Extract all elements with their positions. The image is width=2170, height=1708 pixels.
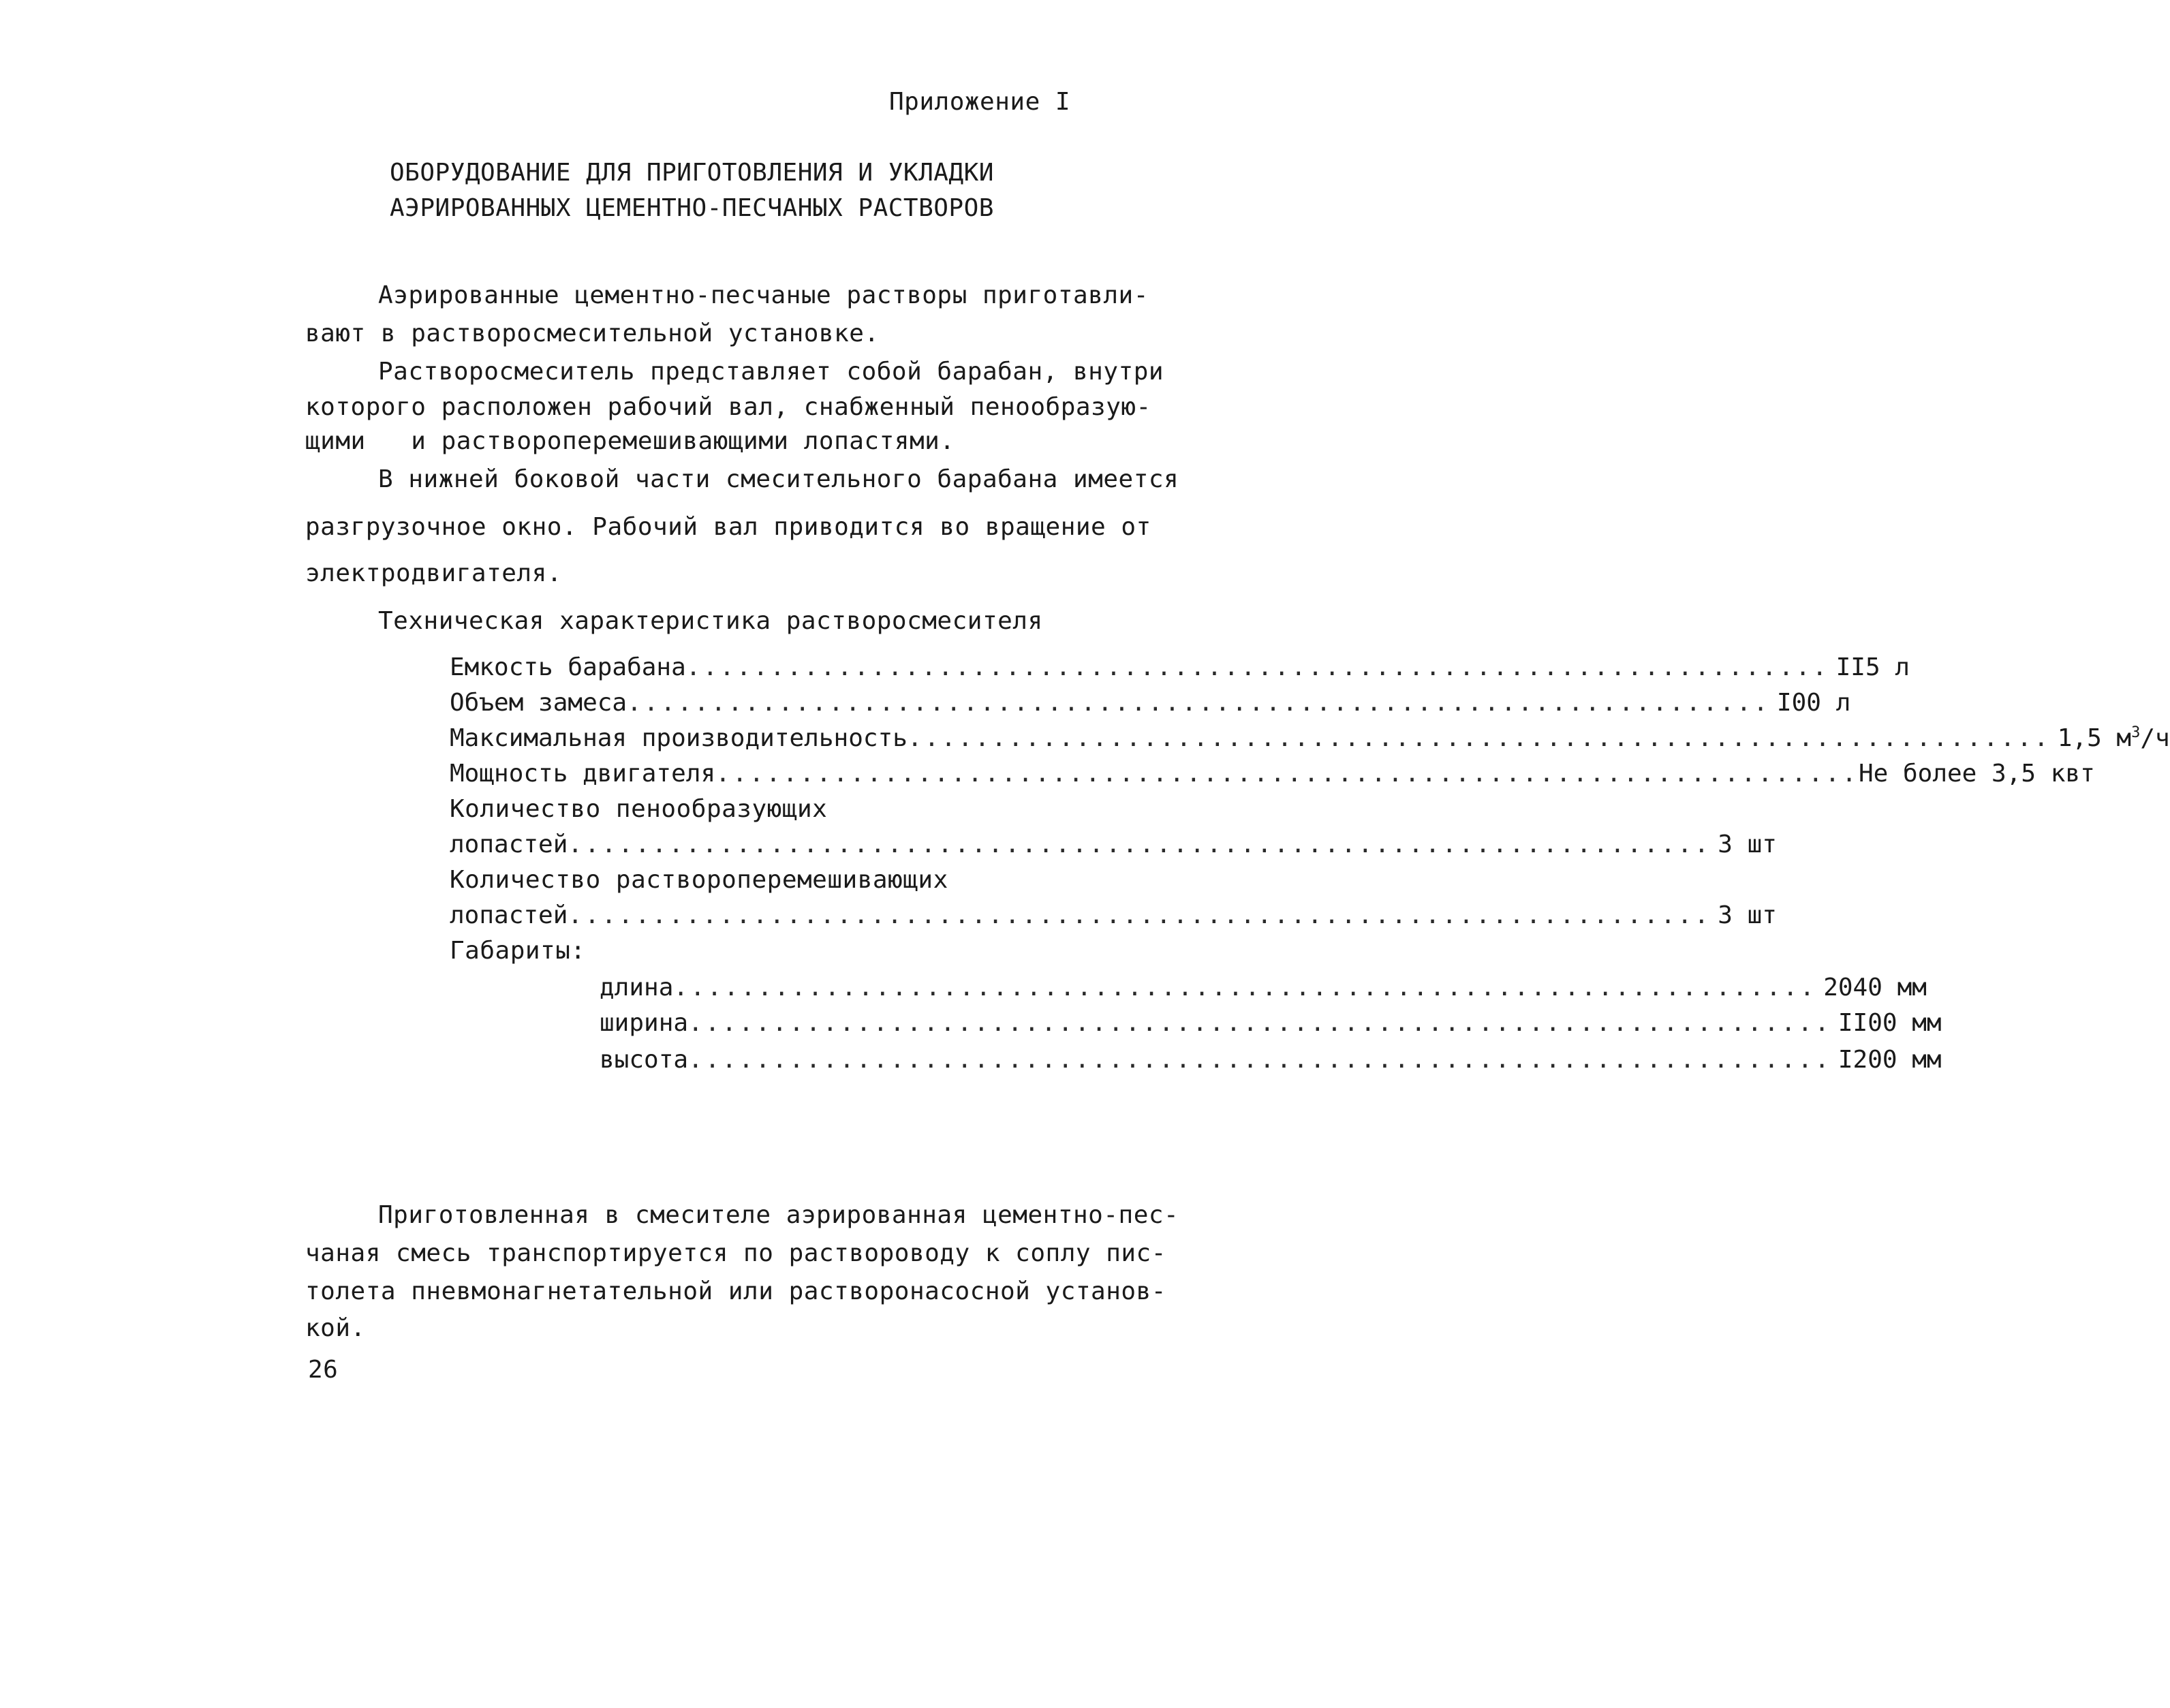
leader-dots: .................................................................... [715,760,1859,788]
spec-label: Емкость барабана [450,653,686,681]
spec-value: II00 мм [1838,1009,1942,1037]
spec-label: ширина [600,1009,689,1037]
dimensions-label: Габариты: [450,937,586,965]
spec-row-width [600,1008,1942,1038]
spec-value: I200 мм [1838,1046,1942,1074]
paragraph-2-line-3: щими и растворoперемешивающими лопастями. [305,427,955,455]
leader-dots: .................................................................... [688,1046,1831,1074]
spec-value: I00 л [1776,689,1851,717]
leader-dots: .................................................................... [568,901,1711,929]
spec-label: Максимальная производительность [450,724,908,752]
closing-paragraph-line-1: Приготовленная в смесителе аэрированная цементно-пес- [378,1201,1179,1229]
spec-label: Объем замеса [450,689,627,717]
superscript: 3 [2131,724,2141,741]
spec-label-foam-blades: Количество пенообразующих [450,795,828,823]
spec-label-mix-blades: Количество растворoперемешивающих [450,866,948,894]
paragraph-2-line-2: которого расположен рабочий вал, снабженный пенообразую- [305,393,1151,421]
spec-label: Мощность двигателя [450,760,716,788]
spec-row-motor-power [450,759,2095,789]
spec-label: высота [600,1046,689,1074]
spec-row-mix-blades [450,901,1777,931]
spec-value: II5 л [1835,653,1910,681]
spec-value [2051,724,2170,754]
leader-dots: .................................................................... [568,830,1711,858]
spec-label: длина [600,974,674,1001]
spec-row-drum-capacity [450,653,1910,683]
spec-row-length [600,973,1927,1003]
spec-value: Не более 3,5 квт [1858,760,2095,788]
leader-dots: .................................................................... [685,653,1829,681]
spec-label: лопастей [450,830,568,858]
spec-value: 2040 мм [1823,974,1927,1001]
leader-dots: .................................................................... [673,974,1817,1001]
paragraph-3-line-3: электродвигателя. [305,559,562,587]
leader-dots: .................................................................... [907,724,2051,752]
spec-row-height [600,1045,1942,1075]
spec-row-foam-blades [450,830,1777,860]
spec-value-unit: /ч [2140,724,2170,752]
specs-heading: Техническая характеристика растворосмесителя [378,607,1043,635]
paragraph-1-line-1: Аэрированные цементно-песчаные растворы приготавли- [378,281,1149,309]
paragraph-3-line-1: В нижней боковой части смесительного барабана имеется [378,465,1179,493]
closing-paragraph-line-2: чаная смесь транспортируется по раствороводу к соплу пис- [305,1239,1166,1267]
leader-dots: .................................................................... [688,1009,1831,1037]
closing-paragraph-line-4: кой. [305,1314,366,1342]
title-line-1: ОБОРУДОВАНИЕ ДЛЯ ПРИГОТОВЛЕНИЯ И УКЛАДКИ [390,159,994,187]
paragraph-1-line-2: вают в растворосмесительной установке. [305,320,880,347]
spec-row-batch-volume [450,688,1851,718]
spec-value-number: 1,5 м [2057,724,2132,752]
spec-label: лопастей [450,901,568,929]
spec-value: 3 шт [1718,830,1777,858]
spec-row-max-output [450,724,2170,754]
leader-dots: .................................................................... [627,689,1770,717]
page-number: 26 [308,1356,339,1384]
paragraph-2-line-1: Растворосмеситель представляет собой барабан, внутри [378,358,1164,386]
closing-paragraph-line-3: толета пневмонагнетательной или растворонасосной установ- [305,1277,1166,1305]
appendix-label: Приложение I [889,88,1071,116]
paragraph-3-line-2: разгрузочное окно. Рабочий вал приводится во вращение от [305,513,1151,541]
title-line-2: АЭРИРОВАННЫХ ЦЕМЕНТНО-ПЕСЧАНЫХ РАСТВОРОВ [390,194,994,222]
spec-value: 3 шт [1718,901,1777,929]
